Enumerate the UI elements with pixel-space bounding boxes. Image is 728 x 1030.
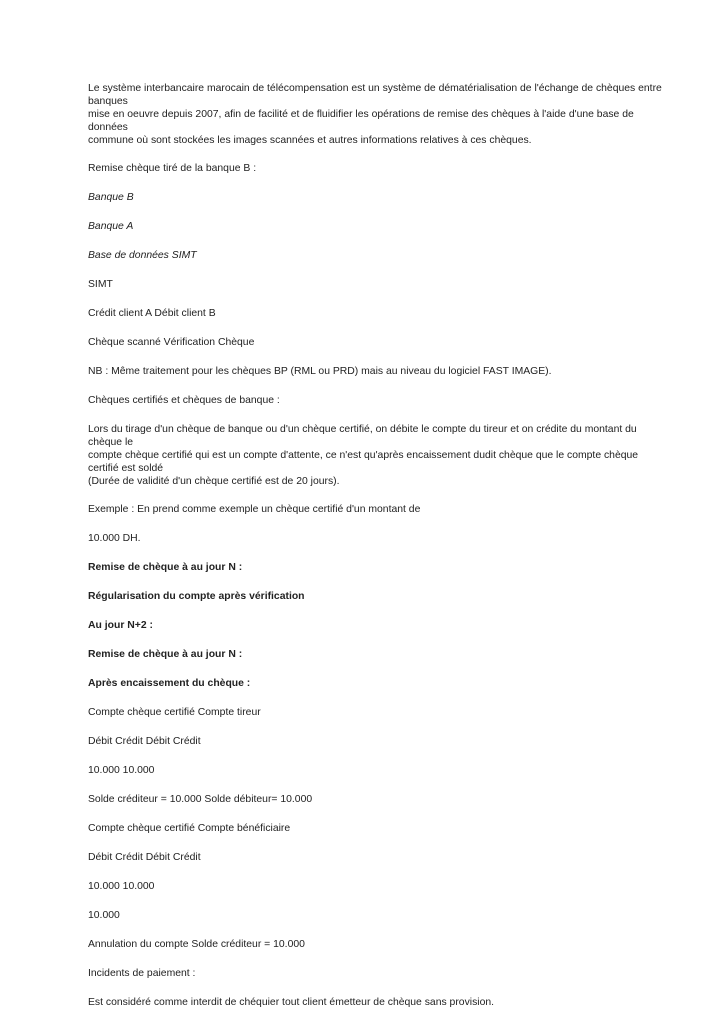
regularisation-heading: Régularisation du compte après vérification	[88, 591, 305, 602]
simt-label: SIMT	[88, 279, 113, 290]
intro-paragraph	[88, 82, 668, 147]
remise-jour-n-heading: Remise de chèque à au jour N :	[88, 562, 243, 573]
banque-b-label: Banque B	[88, 192, 134, 203]
tirage-paragraph	[88, 423, 668, 488]
soldes-line: Solde créditeur = 10.000 Solde débiteur= 10.000	[88, 794, 313, 805]
tirage-line: Lors du tirage d'un chèque de banque ou d'un chèque certifié, on débite le compte du tireur et on crédite du montant du chèque le	[88, 424, 637, 448]
cheque-scanne-line: Chèque scanné Vérification Chèque	[88, 337, 255, 348]
base-simt-label: Base de données SIMT	[88, 250, 197, 261]
cheques-certifies-title: Chèques certifiés et chèques de banque :	[88, 395, 280, 406]
intro-line: commune où sont stockées les images scannées et autres informations relatives à ces chèques.	[88, 135, 532, 146]
montant-single-line: 10.000	[88, 910, 120, 921]
nb-note: NB : Même traitement pour les chèques BP (RML ou PRD) mais au niveau du logiciel FAST IMAGE).	[88, 366, 552, 377]
remise-title: Remise chèque tiré de la banque B :	[88, 163, 257, 174]
intro-line: mise en oeuvre depuis 2007, afin de facilité et de fluidifier les opérations de remise des chèques à l'aide d'une base de données	[88, 109, 634, 133]
remise-jour-n-heading-2: Remise de chèque à au jour N :	[88, 649, 243, 660]
credit-debit-line: Crédit client A Débit client B	[88, 308, 216, 319]
tirage-line: (Durée de validité d'un chèque certifié est de 20 jours).	[88, 476, 340, 487]
compte-beneficiaire-line: Compte chèque certifié Compte bénéficiaire	[88, 823, 291, 834]
compte-tireur-line: Compte chèque certifié Compte tireur	[88, 707, 261, 718]
annulation-line: Annulation du compte Solde créditeur = 10.000	[88, 939, 305, 950]
exemple-line: Exemple : En prend comme exemple un chèque certifié d'un montant de	[88, 504, 421, 515]
debit-credit-line-2: Débit Crédit Débit Crédit	[88, 852, 201, 863]
montants-line: 10.000 10.000	[88, 765, 155, 776]
document-page	[88, 82, 668, 1025]
tirage-line: compte chèque certifié qui est un compte d'attente, ce n'est qu'après encaissement dudit chèque que le compte chèque certifié est soldé	[88, 450, 639, 474]
montants-line-2: 10.000 10.000	[88, 881, 155, 892]
interdit-line: Est considéré comme interdit de chéquier tout client émetteur de chèque sans provision.	[88, 997, 495, 1008]
debit-credit-line: Débit Crédit Débit Crédit	[88, 736, 201, 747]
montant-line: 10.000 DH.	[88, 533, 141, 544]
incidents-title: Incidents de paiement :	[88, 968, 196, 979]
apres-encaissement-heading: Après encaissement du chèque :	[88, 678, 251, 689]
au-jour-n2-heading: Au jour N+2 :	[88, 620, 153, 631]
intro-line: Le système interbancaire marocain de télécompensation est un système de dématérialisation de l'échange de chèques entre banques	[88, 83, 662, 107]
banque-a-label: Banque A	[88, 221, 134, 232]
